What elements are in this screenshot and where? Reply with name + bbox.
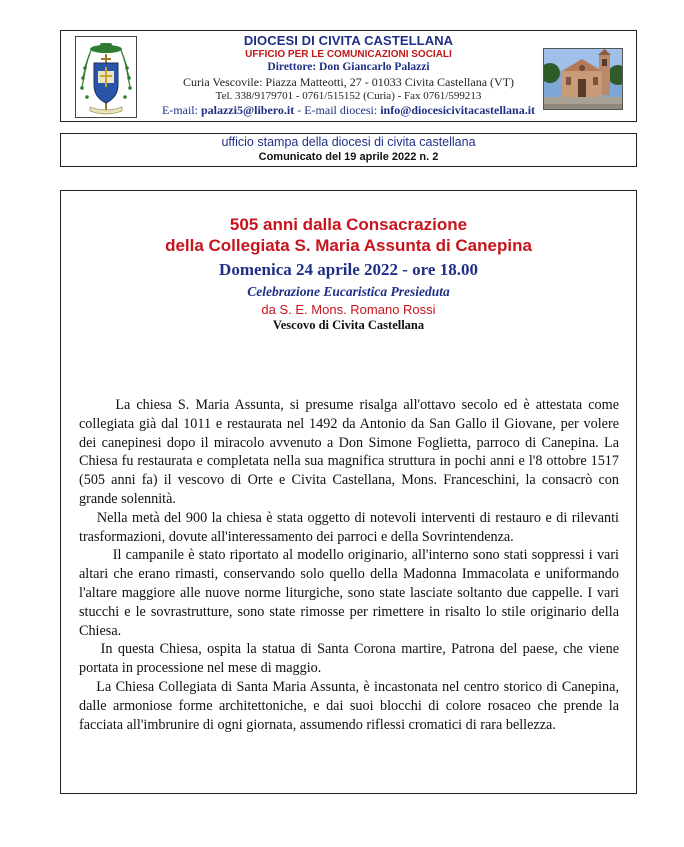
- letterhead: [60, 30, 637, 122]
- announcement-box: [60, 190, 637, 794]
- press-office-name: ufficio stampa della diocesi di civita castellana: [221, 135, 476, 149]
- title-line-2: della Collegiata S. Maria Assunta di Canepina: [165, 236, 532, 255]
- director-name: Direttore: Don Giancarlo Palazzi: [267, 61, 430, 73]
- press-office-box: [60, 133, 637, 167]
- article-body: [79, 396, 619, 734]
- title-line-1: 505 anni dalla Consacrazione: [229, 215, 468, 234]
- church-photo: [543, 48, 623, 110]
- email-diocese-link[interactable]: info@diocesicivitacastellana.it: [380, 103, 536, 117]
- curia-address: Curia Vescovile: Piazza Matteotti, 27 - 01033 Civita Castellana (VT): [182, 75, 515, 89]
- diocese-name: DIOCESI DI CIVITA CASTELLANA: [243, 33, 454, 48]
- celebration-type: Celebrazione Eucaristica Presieduta: [247, 284, 450, 299]
- presider-name: da S. E. Mons. Romano Rossi: [261, 302, 436, 317]
- email-diocese-label: - E-mail diocesi:: [297, 103, 378, 117]
- email-link[interactable]: palazzi5@libero.it: [200, 103, 295, 117]
- phone-numbers: Tel. 338/9179701 - 0761/515152 (Curia) - Fax 0761/599213: [215, 90, 482, 102]
- email-label: E-mail:: [161, 103, 198, 117]
- paragraph-architecture: La Chiesa Collegiata di Santa Maria Assunta, è incastonata nel centro storico di Canepina, dalle armoniose forme architettoniche, e dai suoi blocchi di colore rosaceo che prende la facciata all'imbrunire di ogni giornata, assumendo riflessi cromatici di rara bellezza.: [79, 678, 619, 733]
- paragraph-patron-saint: In questa Chiesa, ospita la statua di Santa Corona martire, Patrona del paese, che viene portata in processione nel mese di maggio.: [79, 641, 619, 677]
- event-date: Domenica 24 aprile 2022 - ore 18.00: [219, 260, 478, 279]
- paragraph-history: La chiesa S. Maria Assunta, si presume risalga all'ottavo secolo ed è attestata come collegiata già dal 1011 e restaurata nel 1492 da Antonio da San Gallo il Giovane, per volere dei canepinesi dopo il miracolo avvenuto a Don Simone Foglietta, parroco di Canepina. La Chiesa fu restaurata e completata nella sua magnifica struttura in pochi anni e l'8 ottobre 1517 (505 anni fa) il vescovo di Orte e Civita Castellana, Mons. Franceschini, la consacrò con grande solennità.: [79, 397, 619, 507]
- office-name: UFFICIO PER LE COMUNICAZIONI SOCIALI: [245, 49, 452, 60]
- paragraph-bell-tower: Il campanile è stato riportato al modello originario, all'interno sono stati soppressi i vari altari che erano rimasti, conservando solo quello della Madonna Immacolata e uniformando l'altare maggiore alle nuove norme liturgiche, sono state lasciate soltanto due cappelle. I vari stucchi e le sovrastrutture, sono state rimosse per rimettere in risalto lo stile originario della Chiesa.: [79, 547, 619, 639]
- paragraph-restoration: Nella metà del 900 la chiesa è stata oggetto di notevoli interventi di restauro e di rilevanti trasformazioni, dovute all'interessamento dei parroci e della Sovrintendenza.: [79, 509, 619, 545]
- press-release-date: Comunicato del 19 aprile 2022 n. 2: [258, 151, 439, 163]
- presider-role: Vescovo di Civita Castellana: [272, 318, 425, 332]
